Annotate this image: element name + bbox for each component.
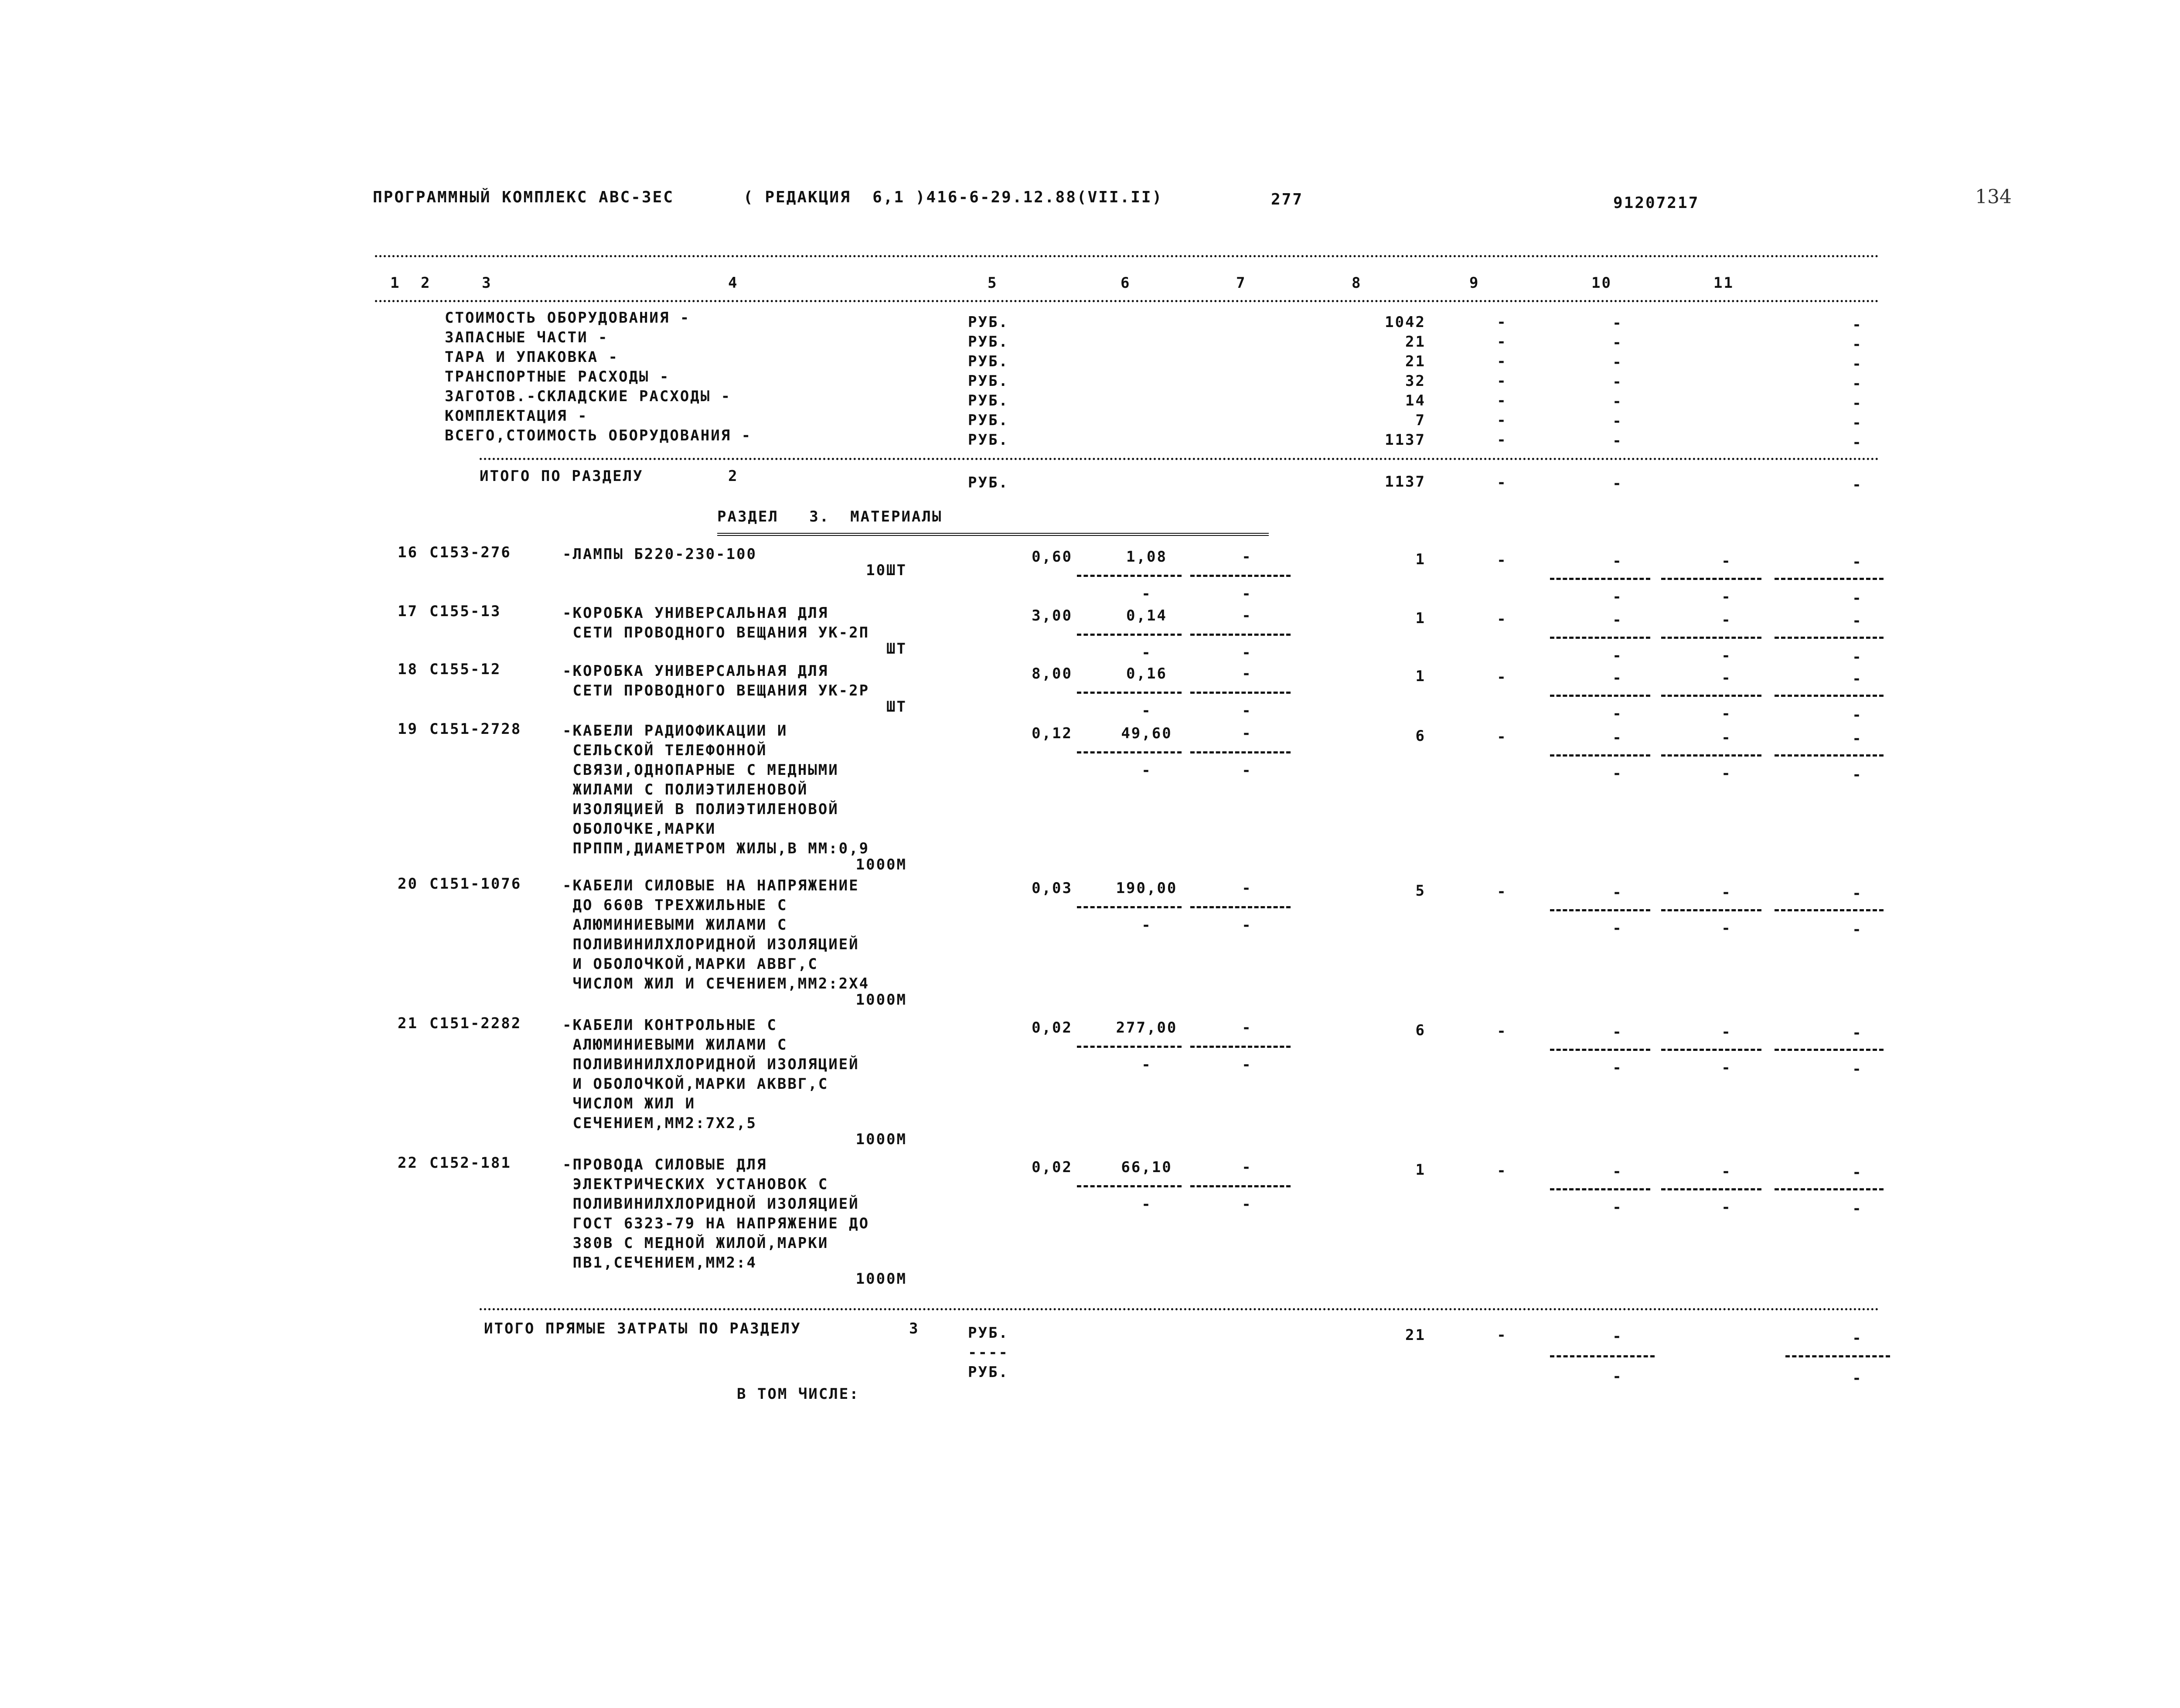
equipment-value: 32 (1405, 372, 1426, 390)
item-code: С151-1076 (429, 875, 522, 893)
item-c10: - (1721, 611, 1732, 629)
item-c9: - (1612, 1023, 1623, 1041)
item-description-line: ПВ1,СЕЧЕНИЕМ,ММ2:4 (562, 1254, 757, 1272)
item-subtotal-rule (1077, 751, 1182, 753)
item-sub-c9: - (1612, 647, 1623, 665)
item-number: 19 (398, 720, 418, 738)
item-c6: - (1242, 1159, 1252, 1176)
item-description-line: АЛЮМИНИЕВЫМИ ЖИЛАМИ С (562, 1036, 788, 1053)
item-c8: - (1497, 1023, 1507, 1040)
item-total: 1 (1415, 668, 1426, 685)
item-sub-c5: - (1141, 702, 1152, 719)
item-total: 1 (1415, 610, 1426, 627)
item-c9: - (1612, 669, 1623, 687)
section2-total-c9: - (1612, 475, 1623, 492)
item-c11: - (1852, 730, 1863, 747)
item-sub-c5: - (1141, 762, 1152, 779)
item-total: 1 (1415, 551, 1426, 568)
item-subtotal-rule (1077, 906, 1182, 908)
direct-costs-dashes: ---- (968, 1344, 1009, 1361)
item-price: 190,00 (1116, 880, 1178, 897)
item-subtotal-rule (1550, 909, 1650, 911)
item-sub-c11: - (1852, 766, 1863, 784)
item-c10: - (1721, 669, 1732, 687)
item-subtotal-rule (1775, 578, 1884, 580)
item-sub-c6: - (1242, 762, 1252, 779)
item-sub-c10: - (1721, 920, 1732, 937)
item-sub-c9: - (1612, 1199, 1623, 1216)
item-description-line: ГОСТ 6323-79 НА НАПРЯЖЕНИЕ ДО (562, 1215, 870, 1232)
item-sub-c9: - (1612, 1059, 1623, 1077)
item-description-line: -КОРОБКА УНИВЕРСАЛЬНАЯ ДЛЯ (562, 604, 829, 622)
total-rule (480, 1308, 1879, 1310)
item-description-line: -ПРОВОДА СИЛОВЫЕ ДЛЯ (562, 1156, 767, 1173)
item-c9: - (1612, 1163, 1623, 1180)
item-c11: - (1852, 612, 1863, 630)
section2-total-unit: РУБ. (968, 474, 1009, 491)
equipment-unit: РУБ. (968, 353, 1009, 370)
equipment-c11: - (1852, 434, 1863, 451)
equipment-value: 21 (1405, 353, 1426, 370)
section2-total-number: 2 (728, 467, 739, 485)
equipment-label: ТАРА И УПАКОВКА - (445, 348, 619, 366)
item-c8: - (1497, 883, 1507, 900)
item-c9: - (1612, 552, 1623, 570)
page-number: 277 (1271, 191, 1304, 208)
item-unit: 1000М (855, 991, 907, 1009)
item-price: 277,00 (1116, 1019, 1178, 1036)
item-c10: - (1721, 1023, 1732, 1041)
item-subtotal-rule (1190, 634, 1291, 636)
equipment-unit: РУБ. (968, 333, 1009, 351)
column-header-3: 3 (482, 274, 492, 292)
item-sub-c11: - (1852, 706, 1863, 724)
item-description-line: СЕЧЕНИЕМ,ММ2:7Х2,5 (562, 1115, 757, 1132)
section2-rule (480, 458, 1879, 460)
item-c6: - (1242, 548, 1252, 566)
item-c9: - (1612, 884, 1623, 901)
item-sub-c9: - (1612, 765, 1623, 782)
item-subtotal-rule (1077, 575, 1182, 577)
equipment-c9: - (1612, 314, 1623, 332)
equipment-label: ЗАГОТОВ.-СКЛАДСКИЕ РАСХОДЫ - (445, 388, 732, 405)
item-description-line: СЕТИ ПРОВОДНОГО ВЕЩАНИЯ УК-2Р (562, 682, 870, 699)
item-subtotal-rule (1661, 1049, 1761, 1051)
item-description-line: ПРППМ,ДИАМЕТРОМ ЖИЛЫ,В ММ:0,9 (562, 840, 870, 857)
item-c11: - (1852, 1024, 1863, 1042)
item-sub-c5: - (1141, 1196, 1152, 1213)
item-description-line: СЕЛЬСКОЙ ТЕЛЕФОННОЙ (562, 742, 767, 759)
item-sub-c6: - (1242, 644, 1252, 661)
section3-underline (717, 533, 1269, 536)
equipment-unit: РУБ. (968, 412, 1009, 429)
column-header-6: 6 (1121, 274, 1131, 292)
item-price: 0,14 (1126, 607, 1167, 624)
item-unit: ШТ (886, 640, 907, 658)
item-sub-c10: - (1721, 765, 1732, 782)
equipment-label: ВСЕГО,СТОИМОСТЬ ОБОРУДОВАНИЯ - (445, 427, 752, 444)
equipment-unit: РУБ. (968, 372, 1009, 390)
item-sub-c9: - (1612, 920, 1623, 937)
section3-title: РАЗДЕЛ 3. МАТЕРИАЛЫ (717, 508, 943, 525)
item-c8: - (1497, 668, 1507, 686)
item-subtotal-rule (1661, 1188, 1761, 1190)
column-header-1: 1 (390, 274, 401, 292)
equipment-c8: - (1497, 333, 1507, 351)
item-sub-c9: - (1612, 588, 1623, 606)
item-sub-c11: - (1852, 1060, 1863, 1078)
direct-costs-value: 21 (1405, 1326, 1426, 1344)
item-subtotal-rule (1077, 1046, 1182, 1048)
item-c11: - (1852, 1164, 1863, 1181)
item-unit: 1000М (855, 856, 907, 873)
item-unit: 1000М (855, 1131, 907, 1148)
item-subtotal-rule (1775, 754, 1884, 757)
item-number: 17 (398, 603, 418, 620)
equipment-c9: - (1612, 354, 1623, 371)
item-subtotal-rule (1550, 1188, 1650, 1190)
item-number: 21 (398, 1015, 418, 1032)
item-price: 49,60 (1121, 725, 1172, 742)
equipment-value: 21 (1405, 333, 1426, 351)
item-sub-c10: - (1721, 647, 1732, 665)
direct-costs-unit-2: РУБ. (968, 1364, 1009, 1381)
item-sub-c6: - (1242, 1196, 1252, 1213)
equipment-c8: - (1497, 314, 1507, 331)
item-sub-c11: - (1852, 1200, 1863, 1217)
item-code: С152-181 (429, 1154, 511, 1172)
item-unit: ШТ (886, 698, 907, 716)
item-number: 16 (398, 544, 418, 561)
item-sub-c9: - (1612, 705, 1623, 723)
direct-costs-c9-2: - (1612, 1368, 1623, 1385)
item-unit: 1000М (855, 1270, 907, 1288)
equipment-value: 1137 (1385, 431, 1426, 449)
direct-costs-rule-c9 (1550, 1355, 1655, 1357)
direct-costs-c9: - (1612, 1328, 1623, 1345)
item-sub-c5: - (1141, 585, 1152, 603)
equipment-c9: - (1612, 334, 1623, 351)
item-description-line: СВЯЗИ,ОДНОПАРНЫЕ С МЕДНЫМИ (562, 761, 839, 779)
item-c11: - (1852, 670, 1863, 688)
item-subtotal-rule (1550, 1049, 1650, 1051)
item-number: 20 (398, 875, 418, 893)
item-subtotal-rule (1550, 754, 1650, 757)
item-code: С151-2282 (429, 1015, 522, 1032)
direct-costs-c11-2: - (1852, 1370, 1863, 1387)
item-qty: 8,00 (1032, 665, 1073, 682)
equipment-c11: - (1852, 336, 1863, 353)
column-header-8: 8 (1352, 274, 1362, 292)
item-subtotal-rule (1661, 695, 1761, 697)
item-subtotal-rule (1775, 909, 1884, 911)
item-description-line: СЕТИ ПРОВОДНОГО ВЕЩАНИЯ УК-2П (562, 624, 870, 641)
item-price: 1,08 (1126, 548, 1167, 566)
item-qty: 0,02 (1032, 1019, 1073, 1036)
equipment-c11: - (1852, 414, 1863, 432)
item-subtotal-rule (1661, 578, 1761, 580)
equipment-value: 7 (1415, 412, 1426, 429)
item-description-line: 380В С МЕДНОЙ ЖИЛОЙ,МАРКИ (562, 1234, 829, 1252)
item-qty: 3,00 (1032, 607, 1073, 624)
item-subtotal-rule (1661, 637, 1761, 639)
item-qty: 0,12 (1032, 725, 1073, 742)
item-description-line: -КАБЕЛИ РАДИОФИКАЦИИ И (562, 722, 788, 740)
item-sub-c6: - (1242, 702, 1252, 719)
item-subtotal-rule (1550, 695, 1650, 697)
item-sub-c11: - (1852, 648, 1863, 666)
item-sub-c5: - (1141, 1056, 1152, 1074)
item-unit: 10ШТ (866, 562, 907, 579)
item-description-line: ЖИЛАМИ С ПОЛИЭТИЛЕНОВОЙ (562, 781, 808, 798)
item-subtotal-rule (1077, 692, 1182, 694)
equipment-value: 14 (1405, 392, 1426, 409)
item-c10: - (1721, 729, 1732, 747)
direct-costs-c11: - (1852, 1330, 1863, 1347)
item-description-line: ИЗОЛЯЦИЕЙ В ПОЛИЭТИЛЕНОВОЙ (562, 801, 839, 818)
item-code: С153-276 (429, 544, 511, 561)
item-sub-c5: - (1141, 644, 1152, 661)
equipment-c9: - (1612, 393, 1623, 410)
item-c11: - (1852, 553, 1863, 571)
item-description-line: ПОЛИВИНИЛХЛОРИДНОЙ ИЗОЛЯЦИЕЙ (562, 936, 859, 953)
item-sub-c11: - (1852, 590, 1863, 607)
item-description-line: -КАБЕЛИ СИЛОВЫЕ НА НАПРЯЖЕНИЕ (562, 877, 859, 894)
item-c10: - (1721, 884, 1732, 901)
item-subtotal-rule (1661, 909, 1761, 911)
item-sub-c10: - (1721, 1059, 1732, 1077)
item-sub-c6: - (1242, 585, 1252, 603)
item-c8: - (1497, 552, 1507, 569)
equipment-unit: РУБ. (968, 392, 1009, 409)
column-header-11: 11 (1713, 274, 1734, 292)
equipment-c9: - (1612, 413, 1623, 430)
item-subtotal-rule (1190, 906, 1291, 908)
item-subtotal-rule (1077, 634, 1182, 636)
item-subtotal-rule (1190, 575, 1291, 577)
document-code: 91207217 (1613, 194, 1700, 212)
item-subtotal-rule (1661, 754, 1761, 757)
equipment-c8: - (1497, 392, 1507, 409)
equipment-c8: - (1497, 353, 1507, 370)
item-subtotal-rule (1775, 637, 1884, 639)
item-c6: - (1242, 607, 1252, 624)
column-header-5: 5 (988, 274, 998, 292)
section2-total-c8: - (1497, 474, 1507, 491)
item-subtotal-rule (1550, 637, 1650, 639)
equipment-unit: РУБ. (968, 314, 1009, 331)
item-subtotal-rule (1190, 1185, 1291, 1187)
equipment-unit: РУБ. (968, 431, 1009, 449)
column-header-10: 10 (1591, 274, 1612, 292)
equipment-label: ТРАНСПОРТНЫЕ РАСХОДЫ - (445, 368, 670, 385)
edition-info: ( РЕДАКЦИЯ 6,1 )416-6-29.12.88(VII.II) (743, 188, 1163, 206)
item-sub-c5: - (1141, 917, 1152, 934)
item-description-line: ДО 660В ТРЕХЖИЛЬНЫЕ С (562, 897, 788, 914)
item-c9: - (1612, 729, 1623, 747)
item-c9: - (1612, 611, 1623, 629)
equipment-c8: - (1497, 412, 1507, 429)
column-header-2: 2 (421, 274, 431, 292)
item-sub-c6: - (1242, 917, 1252, 934)
item-c8: - (1497, 610, 1507, 628)
item-total: 5 (1415, 882, 1426, 900)
item-sub-c6: - (1242, 1056, 1252, 1074)
section2-total-c11: - (1852, 476, 1863, 494)
item-c6: - (1242, 725, 1252, 742)
item-c10: - (1721, 1163, 1732, 1180)
equipment-value: 1042 (1385, 314, 1426, 331)
item-c6: - (1242, 1019, 1252, 1036)
equipment-c9: - (1612, 373, 1623, 391)
item-description-line: ЧИСЛОМ ЖИЛ И (562, 1095, 696, 1112)
item-description-line: -КАБЕЛИ КОНТРОЛЬНЫЕ С (562, 1016, 777, 1034)
direct-costs-c8: - (1497, 1326, 1507, 1344)
item-description-line: И ОБОЛОЧКОЙ,МАРКИ АВВГ,С (562, 955, 818, 973)
equipment-c11: - (1852, 316, 1863, 334)
equipment-label: СТОИМОСТЬ ОБОРУДОВАНИЯ - (445, 309, 691, 327)
item-subtotal-rule (1775, 695, 1884, 697)
sheet-number: 134 (1975, 186, 2012, 208)
program-title: ПРОГРАММНЫЙ КОМПЛЕКС АВС-3ЕС (373, 188, 674, 206)
equipment-c8: - (1497, 431, 1507, 449)
item-code: С155-13 (429, 603, 501, 620)
column-header-4: 4 (728, 274, 739, 292)
item-c11: - (1852, 885, 1863, 902)
column-header-9: 9 (1469, 274, 1480, 292)
item-subtotal-rule (1077, 1185, 1182, 1187)
direct-costs-label: ИТОГО ПРЯМЫЕ ЗАТРАТЫ ПО РАЗДЕЛУ (484, 1320, 801, 1337)
item-sub-c10: - (1721, 1199, 1732, 1216)
item-sub-c11: - (1852, 921, 1863, 938)
item-sub-c10: - (1721, 705, 1732, 723)
item-c10: - (1721, 552, 1732, 570)
item-c8: - (1497, 728, 1507, 746)
item-description-line: -ЛАМПЫ Б220-230-100 (562, 545, 757, 563)
item-total: 6 (1415, 727, 1426, 745)
header-bottom-rule (375, 300, 1879, 302)
item-qty: 0,02 (1032, 1159, 1073, 1176)
item-sub-c10: - (1721, 588, 1732, 606)
item-description-line: ПОЛИВИНИЛХЛОРИДНОЙ ИЗОЛЯЦИЕЙ (562, 1056, 859, 1073)
item-c6: - (1242, 665, 1252, 682)
equipment-label: ЗАПАСНЫЕ ЧАСТИ - (445, 329, 609, 346)
section2-total-value: 1137 (1385, 473, 1426, 491)
equipment-c11: - (1852, 395, 1863, 412)
item-subtotal-rule (1550, 578, 1650, 580)
item-subtotal-rule (1775, 1049, 1884, 1051)
item-c6: - (1242, 880, 1252, 897)
equipment-c9: - (1612, 432, 1623, 450)
item-code: С151-2728 (429, 720, 522, 738)
equipment-c11: - (1852, 375, 1863, 392)
item-description-line: ЭЛЕКТРИЧЕСКИХ УСТАНОВОК С (562, 1176, 829, 1193)
item-description-line: ОБОЛОЧКЕ,МАРКИ (562, 820, 716, 838)
header-top-rule (375, 255, 1879, 257)
equipment-label: КОМПЛЕКТАЦИЯ - (445, 407, 588, 425)
item-price: 66,10 (1121, 1159, 1172, 1176)
item-code: С155-12 (429, 661, 501, 678)
item-subtotal-rule (1775, 1188, 1884, 1190)
item-total: 6 (1415, 1022, 1426, 1039)
column-header-7: 7 (1236, 274, 1247, 292)
item-description-line: АЛЮМИНИЕВЫМИ ЖИЛАМИ С (562, 916, 788, 934)
item-price: 0,16 (1126, 665, 1167, 682)
equipment-c11: - (1852, 355, 1863, 373)
item-number: 18 (398, 661, 418, 678)
item-description-line: И ОБОЛОЧКОЙ,МАРКИ АКВВГ,С (562, 1075, 829, 1093)
including-label: В ТОМ ЧИСЛЕ: (737, 1385, 860, 1403)
equipment-c8: - (1497, 372, 1507, 390)
item-total: 1 (1415, 1161, 1426, 1179)
item-qty: 0,60 (1032, 548, 1073, 566)
item-subtotal-rule (1190, 692, 1291, 694)
item-subtotal-rule (1190, 1046, 1291, 1048)
direct-costs-section: 3 (909, 1320, 920, 1337)
item-number: 22 (398, 1154, 418, 1172)
item-description-line: ПОЛИВИНИЛХЛОРИДНОЙ ИЗОЛЯЦИЕЙ (562, 1195, 859, 1213)
section2-total-label: ИТОГО ПО РАЗДЕЛУ (480, 467, 644, 485)
direct-costs-unit: РУБ. (968, 1324, 1009, 1342)
item-subtotal-rule (1190, 751, 1291, 753)
direct-costs-rule-c11 (1785, 1355, 1890, 1357)
item-description-line: -КОРОБКА УНИВЕРСАЛЬНАЯ ДЛЯ (562, 662, 829, 680)
item-c8: - (1497, 1162, 1507, 1180)
item-qty: 0,03 (1032, 880, 1073, 897)
item-description-line: ЧИСЛОМ ЖИЛ И СЕЧЕНИЕМ,ММ2:2Х4 (562, 975, 870, 992)
